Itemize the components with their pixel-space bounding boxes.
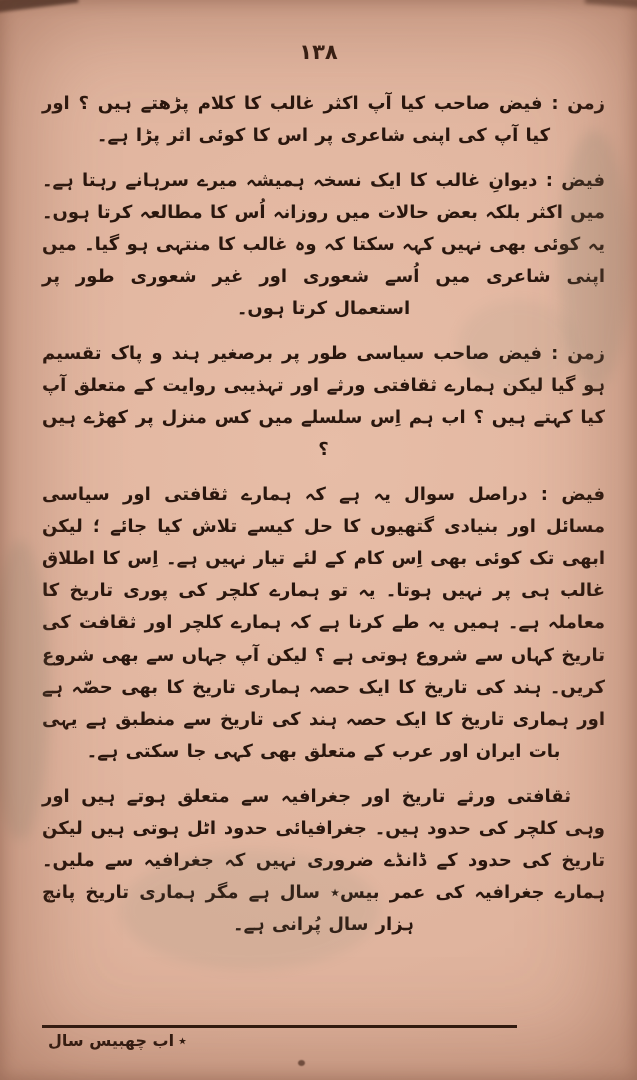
body-paragraph (42, 781, 605, 941)
ink-speck (298, 1060, 305, 1066)
paragraph-text: فیض صاحب کیا آپ اکثر غالب کا کلام پڑھتے ہیں ؟ اور کیا آپ کی اپنی شاعری پر اس کا کوئی اثر پڑا ہے۔ (42, 93, 551, 147)
interview-answer (42, 479, 605, 767)
speaker-label: زمن : (542, 93, 606, 114)
speaker-label: فیض : (537, 170, 605, 192)
page-number: ۱۳۸ (299, 40, 338, 64)
footnote (42, 1031, 517, 1050)
paragraph-text: فیض صاحب سیاسی طور پر برصغیر ہند و پاک تقسیم ہو گیا لیکن ہمارے ثقافتی ورثے اور تہذیبی روایت کے متعلق آپ کیا کہتے ہیں ؟ اب ہم اِس سلسلے میں کس منزل پر کھڑے ہیں ؟ (42, 343, 605, 461)
page-body (0, 88, 637, 1019)
interview-question (42, 338, 605, 466)
interview-answer (42, 165, 605, 325)
footnote-marker-icon: ٭ (178, 1031, 187, 1050)
interview-question (42, 88, 605, 152)
footnote-rule (42, 1025, 517, 1050)
speaker-label: فیض : (527, 484, 606, 506)
paragraph-text: ثقافتی ورثے تاریخ اور جغرافیہ سے متعلق ہوتے ہیں اور وہی کلچر کی حدود ہیں۔ جغرافیائی حدود اٹل ہوتی ہیں لیکن تاریخ کی حدود کے ڈانڈے ضروری نہیں کہ جغرافیہ سے ملیں۔ ہمارے جغرافیہ کی عمر بیس٭ سال ہے مگر ہماری تاریخ پانچ ہزار سال پُرانی ہے۔ (42, 785, 605, 935)
paragraph-text: دیوانِ غالب کا ایک نسخہ ہمیشہ میرے سرہانے رہتا ہے۔ میں اکثر بلکہ بعض حالات میں روزانہ اُس کا مطالعہ کرتا ہوں۔ یہ کوئی بھی نہیں کہہ سکتا کہ وہ غالب کا منتہی ہو گیا۔ میں اپنی شاعری میں اُسے شعوری اور غیر شعوری طور پر استعمال کرتا ہوں۔ (42, 170, 605, 320)
speaker-label: زمن : (542, 343, 606, 365)
paragraph-text: دراصل سوال یہ ہے کہ ہمارے ثقافتی اور سیاسی مسائل اور بنیادی گتھیوں کا حل کیسے تلاش کیا جائے ؛ لیکن ابھی تک کوئی بھی اِس کام کے لئے تیار نہیں ہے۔ اِس کا اطلاق غالب ہی پر نہیں ہوتا۔ یہ تو ہمارے کلچر کی پوری تاریخ کا معاملہ ہے۔ ہمیں یہ طے کرنا ہے کہ ہمارے کلچر اور ثقافت کی تاریخ کہاں سے شروع ہوتی ہے ؟ لیکن آپ جہاں سے بھی شروع کریں۔ ہند کی تاریخ کا ایک حصہ ہماری تاریخ کا بھی حصّہ ہے اور ہماری تاریخ کا ایک حصہ ہند کی تاریخ سے منطبق ہے یہی بات ایران اور عرب کے متعلق بھی کہی جا سکتی ہے۔ (42, 484, 605, 762)
footnote-text: اب چھبیس سال (48, 1031, 175, 1050)
